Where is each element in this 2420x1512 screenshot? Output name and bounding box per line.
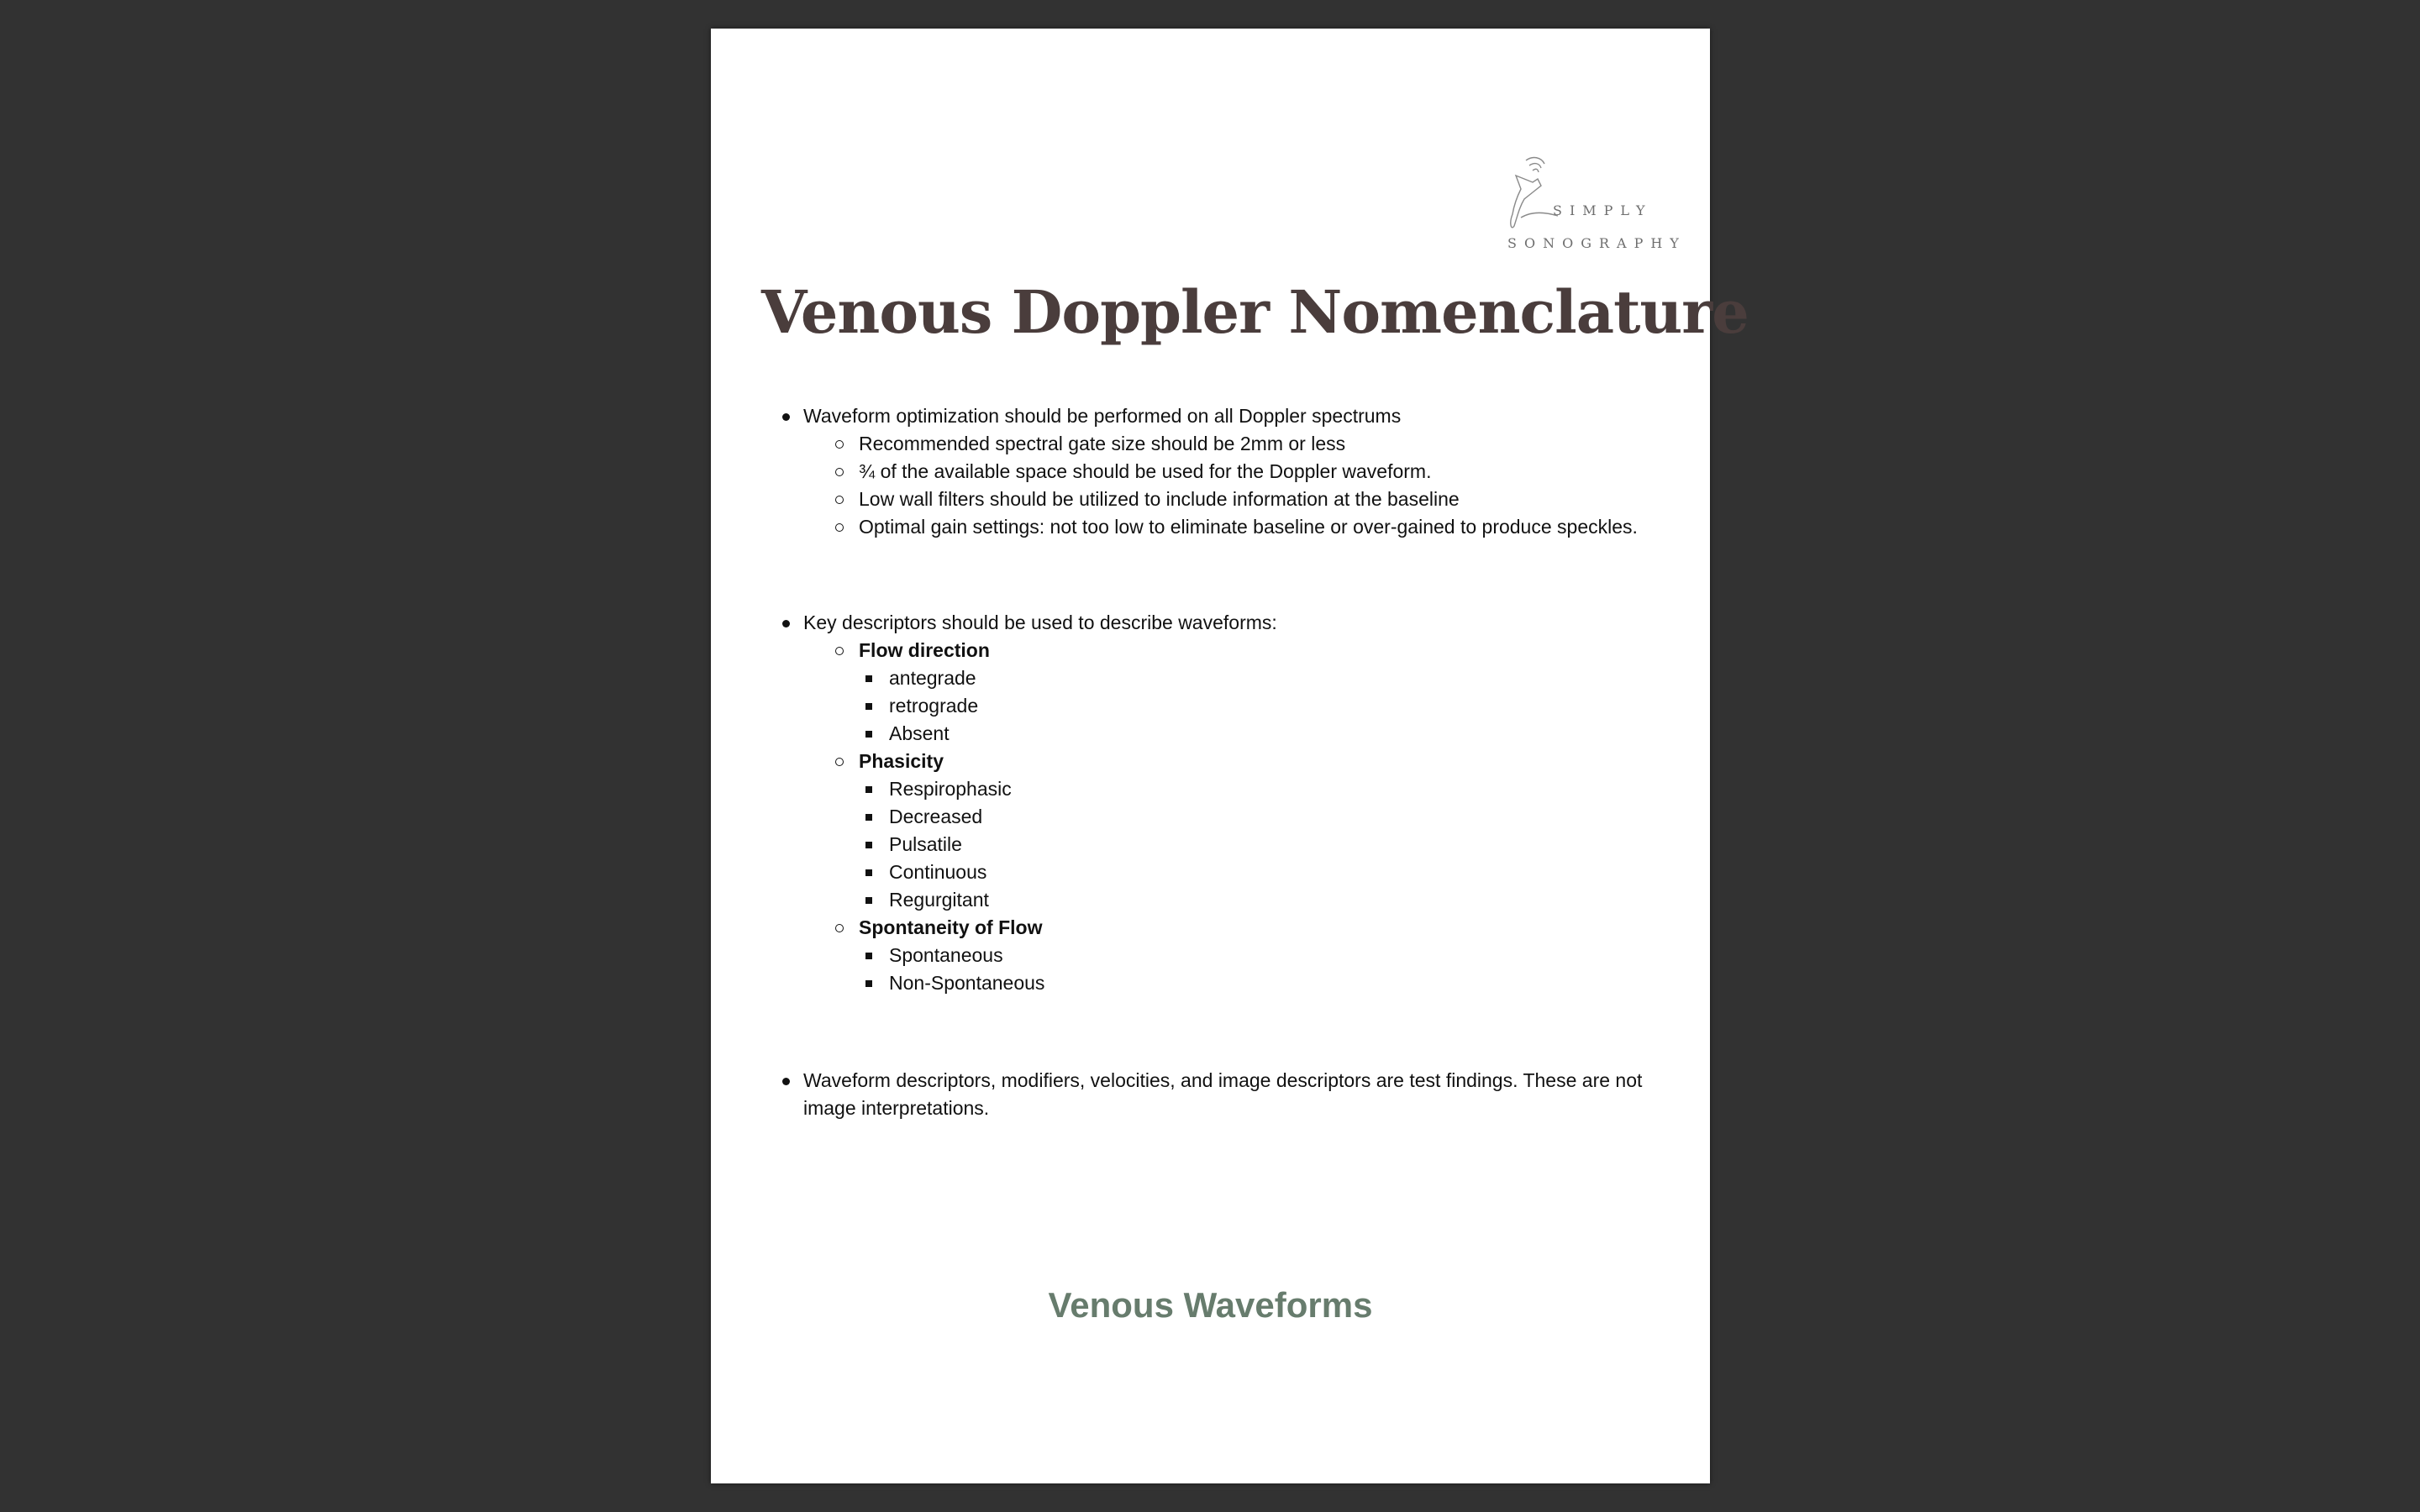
descriptors-list [778, 609, 1644, 997]
group-label-spontaneity: Spontaneity of Flow [859, 916, 1043, 938]
list-item: Pulsatile [859, 831, 1644, 858]
list-item: retrograde [859, 692, 1644, 720]
list-item: Respirophasic [859, 775, 1644, 803]
descriptor-group [803, 914, 1644, 997]
list-item: Regurgitant [859, 886, 1644, 914]
section-title-venous-waveforms: Venous Waveforms [1048, 1285, 1373, 1325]
descriptor-group [803, 637, 1644, 748]
logo-text-simply: SIMPLY [1553, 202, 1653, 218]
list-item: Continuous [859, 858, 1644, 886]
list-item: Decreased [859, 803, 1644, 831]
descriptor-group [803, 748, 1644, 914]
list-item: Optimal gain settings: not too low to eliminate baseline or over-gained to produce speckles. [803, 513, 1644, 541]
brand-logo [1492, 117, 1686, 260]
group-label-phasicity: Phasicity [859, 750, 944, 772]
list-item [778, 609, 1644, 997]
page-title: Venous Doppler Nomenclature [761, 277, 1749, 347]
list-item: Recommended spectral gate size should be 2mm or less [803, 430, 1644, 458]
descriptors-heading: Key descriptors should be used to describe waveforms: [803, 612, 1277, 633]
group-label-flow-direction: Flow direction [859, 639, 990, 661]
list-item: Low wall filters should be utilized to include information at the baseline [803, 486, 1644, 513]
list-item: Waveform descriptors, modifiers, velocities, and image descriptors are test findings. These are not image interpretations. [778, 1067, 1644, 1122]
list-item: Absent [859, 720, 1644, 748]
list-item: ¾ of the available space should be used for the Doppler waveform. [803, 458, 1644, 486]
list-item: Non-Spontaneous [859, 969, 1644, 997]
list-item: Spontaneous [859, 942, 1644, 969]
document-page [711, 29, 1749, 1483]
list-item [778, 402, 1644, 541]
optimization-list [778, 402, 1644, 541]
optimization-heading: Waveform optimization should be performed on all Doppler spectrums [803, 405, 1402, 427]
list-item: antegrade [859, 664, 1644, 692]
ultrasound-probe-icon [1507, 149, 1566, 233]
logo-text-sonography: SONOGRAPHY [1507, 235, 1686, 251]
findings-list [778, 1067, 1644, 1122]
